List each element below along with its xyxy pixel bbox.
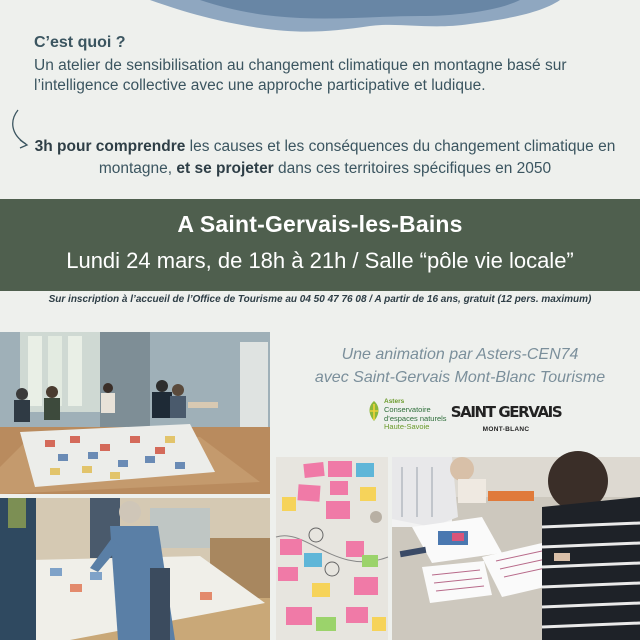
asters-logo bbox=[366, 398, 462, 432]
saint-gervais-logo bbox=[450, 397, 562, 433]
asters-brand: Asters bbox=[384, 398, 405, 405]
event-date: Lundi 24 mars, de 18h à 21h / Salle “pôle vie locale” bbox=[66, 248, 574, 273]
asters-leaf-icon bbox=[366, 400, 382, 422]
photo-sticky-notes bbox=[276, 457, 388, 640]
photo-participants-table bbox=[0, 498, 270, 640]
saint-gervais-word: SAINT GERVAIS bbox=[450, 403, 562, 421]
animation-credits bbox=[280, 343, 640, 389]
registration-note: Sur inscription à l’accueil de l’Office de Tourisme au 04 50 47 76 08 / A partir de 16 ans, gratuit (12 pers. maximum) bbox=[48, 294, 592, 305]
saint-gervais-sub: MONT-BLANC bbox=[482, 426, 530, 433]
intro-section bbox=[34, 34, 624, 96]
event-banner bbox=[0, 199, 640, 291]
photo-workshop-room bbox=[0, 332, 270, 494]
pitch-text-2: dans ces territoires spécifiques en 2050 bbox=[273, 160, 552, 177]
intro-title: C’est quoi ? bbox=[34, 34, 126, 51]
pitch-bold-understand: 3h pour comprendre bbox=[34, 138, 186, 155]
saint-gervais-wordmark bbox=[450, 397, 562, 423]
photo-participants-writing bbox=[392, 457, 640, 640]
pitch-text-1: les causes et les conséquences du changement climatique en montagne, bbox=[98, 138, 616, 177]
event-city: A Saint-Gervais-les-Bains bbox=[177, 211, 463, 237]
asters-text bbox=[384, 398, 447, 432]
pitch-text bbox=[30, 136, 620, 180]
asters-line-3: Haute-Savoie bbox=[384, 422, 430, 432]
asters-line-2: d’espaces naturels bbox=[384, 413, 447, 423]
asters-line-1: Conservatoire bbox=[384, 405, 431, 415]
intro-text: Un atelier de sensibilisation au changement climatique en montagne basé sur l’intelligence collective avec une approche participative et ludique. bbox=[34, 57, 567, 94]
pitch-bold-project: et se projeter bbox=[176, 160, 274, 177]
animation-line-2: avec Saint-Gervais Mont-Blanc Tourisme bbox=[314, 369, 606, 386]
animation-line-1: Une animation par Asters-CEN74 bbox=[341, 346, 579, 363]
